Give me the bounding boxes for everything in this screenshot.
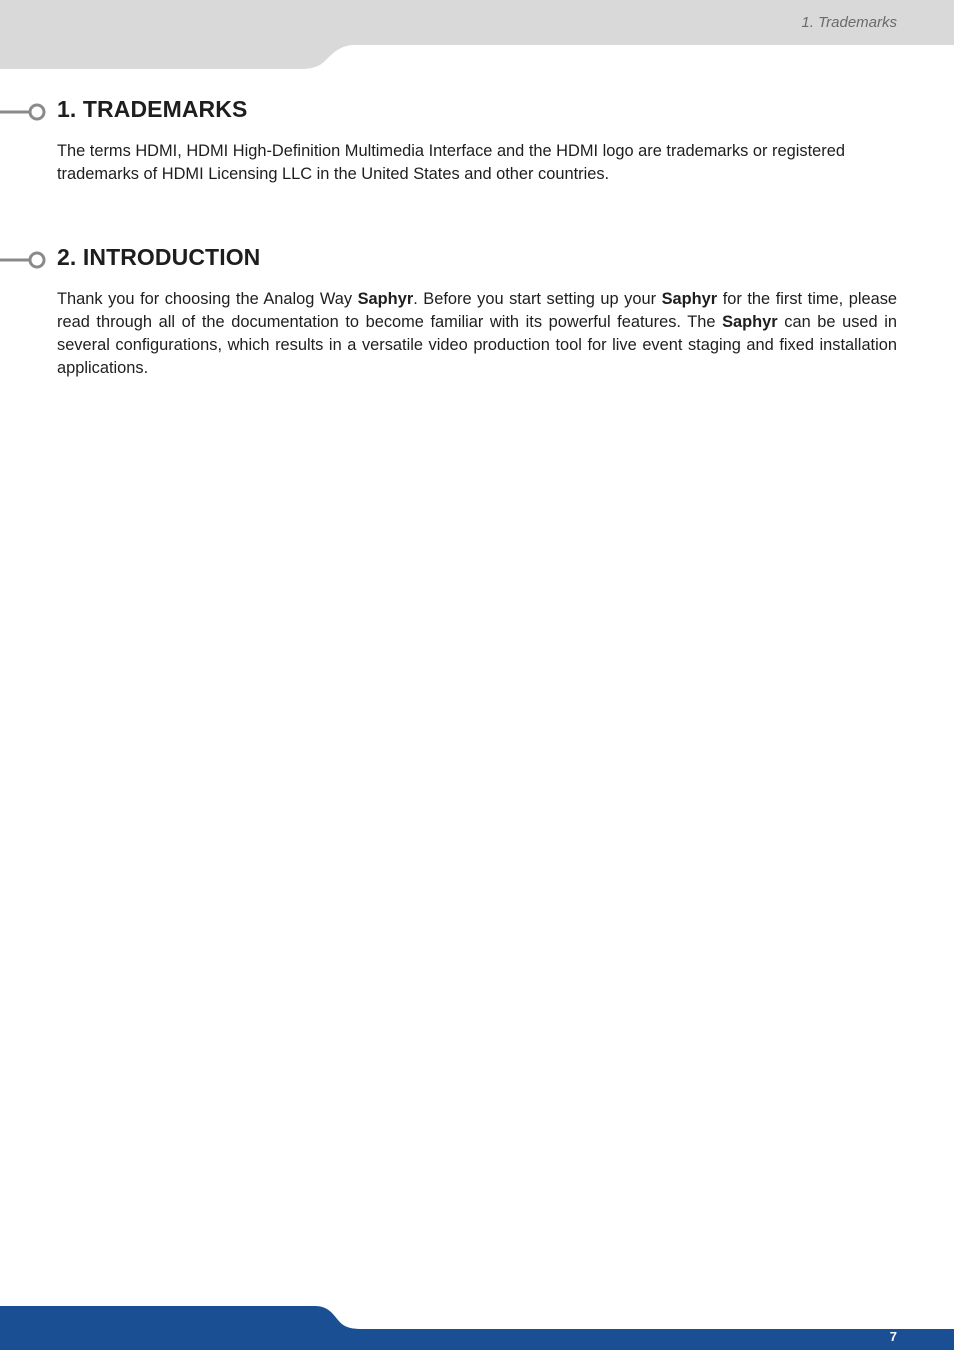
footer-shape — [0, 1306, 954, 1350]
product-name: Saphyr — [357, 290, 414, 308]
product-name: Saphyr — [722, 313, 778, 331]
section-body: The terms HDMI, HDMI High-Definition Multimedia Interface and the HDMI logo are trademarks or registered trademarks of HDMI Licensing LLC in the United States and other countries. — [57, 142, 845, 183]
page-number: 7 — [889, 1329, 897, 1344]
header-band — [0, 0, 954, 70]
product-name: Saphyr — [661, 290, 718, 308]
running-header-title: 1. Trademarks — [801, 14, 897, 31]
body-text: . Before you start setting up your — [413, 290, 662, 308]
section-title: 1. TRADEMARKS — [57, 96, 248, 122]
body-text: Thank you for choosing the Analog Way — [57, 290, 358, 308]
section-marker-icon — [0, 250, 48, 270]
body-text: can be used in several configurations, which results in a versatile video production tool for live event staging and fixed installation applications. — [57, 313, 897, 377]
section-body — [57, 288, 897, 380]
footer-band — [0, 1302, 954, 1350]
section-title: 2. INTRODUCTION — [57, 244, 261, 270]
body-text: for the first time, please read through all of the documentation to become familiar with its powerful features. The — [57, 290, 898, 331]
section-marker-icon — [0, 102, 48, 122]
header-shape — [0, 0, 954, 69]
